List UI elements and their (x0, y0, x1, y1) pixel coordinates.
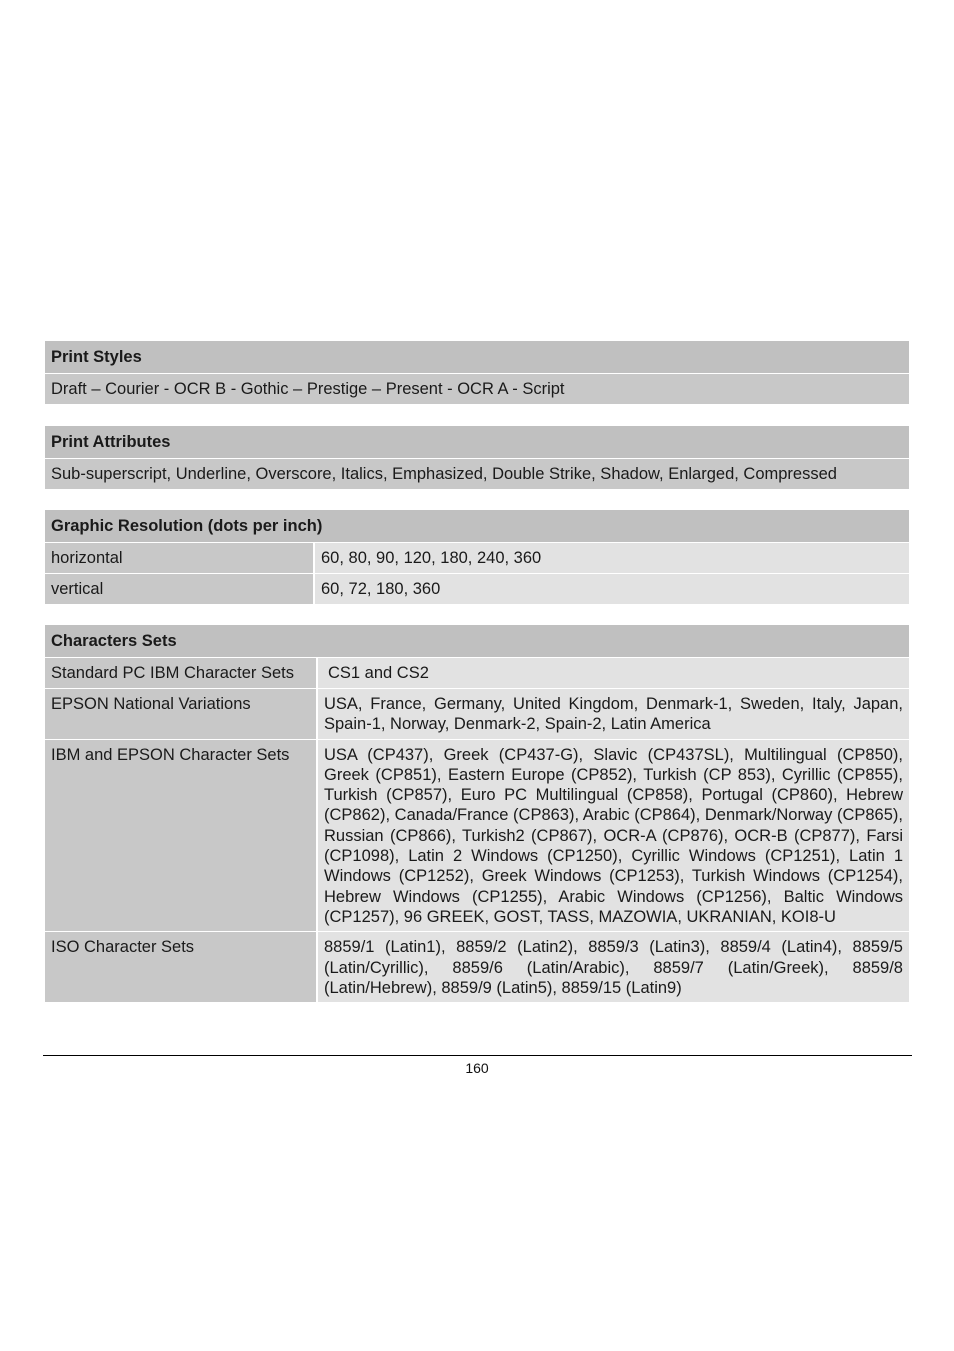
character-sets-header: Characters Sets (45, 625, 909, 658)
row-label: ISO Character Sets (45, 932, 317, 1002)
footer-divider (43, 1055, 912, 1056)
print-attributes-header: Print Attributes (45, 426, 909, 459)
row-label: IBM and EPSON Character Sets (45, 739, 317, 932)
row-value: USA (CP437), Greek (CP437-G), Slavic (CP437SL), Multilingual (CP850), Greek (CP851), Eastern Europe (CP852), Turkish (CP 853), Cyrillic (CP855), Turkish (CP857), Euro PC Multilingual (CP858), Portugal (CP860), Hebrew (CP862), Canada/France (CP863), Arabic (CP864), Denmark/Norway (CP865), Russian (CP866), Turkish2 (CP867), OCR-A (CP876), OCR-B (CP877), Farsi (CP1098), Latin 2 Windows (CP1250), Cyrillic Windows (CP1251), Latin 1 Windows (CP1252), Greek Windows (CP1253), Turkish Windows (CP1254), Hebrew Windows (CP1255), Arabic Windows (CP1256), Baltic Windows (CP1257), 96 GREEK, GOST, TASS, MAZOWIA, UKRANIAN, KOI8-U (317, 739, 909, 932)
table-row (45, 932, 909, 1002)
print-attributes-value: Sub-superscript, Underline, Overscore, Italics, Emphasized, Double Strike, Shadow, Enlarged, Compressed (45, 459, 909, 490)
row-value: USA, France, Germany, United Kingdom, Denmark-1, Sweden, Italy, Japan, Spain-1, Norway, Denmark-2, Spain-2, Latin America (317, 689, 909, 740)
row-label: vertical (45, 574, 314, 605)
row-value: 60, 80, 90, 120, 180, 240, 360 (314, 543, 909, 574)
table-row (45, 689, 909, 740)
page-number: 160 (465, 1060, 489, 1076)
row-label: Standard PC IBM Character Sets (45, 658, 317, 689)
graphic-resolution-table (45, 510, 909, 604)
row-value: CS1 and CS2 (317, 658, 909, 689)
character-sets-table (45, 625, 909, 1002)
row-value: 8859/1 (Latin1), 8859/2 (Latin2), 8859/3 (Latin3), 8859/4 (Latin4), 8859/5 (Latin/Cyrillic), 8859/6 (Latin/Arabic), 8859/7 (Latin/Greek), 8859/8 (Latin/Hebrew), 8859/9 (Latin5), 8859/15 (Latin9) (317, 932, 909, 1002)
table-row (45, 658, 909, 689)
graphic-resolution-header: Graphic Resolution (dots per inch) (45, 510, 909, 543)
table-row (45, 574, 909, 605)
table-row (45, 543, 909, 574)
row-value: 60, 72, 180, 360 (314, 574, 909, 605)
print-attributes-table (45, 426, 909, 489)
table-row (45, 739, 909, 932)
print-styles-table (45, 341, 909, 404)
row-label: horizontal (45, 543, 314, 574)
print-styles-header: Print Styles (45, 341, 909, 374)
row-label: EPSON National Variations (45, 689, 317, 740)
print-styles-value: Draft – Courier - OCR B - Gothic – Prestige – Present - OCR A - Script (45, 374, 909, 405)
